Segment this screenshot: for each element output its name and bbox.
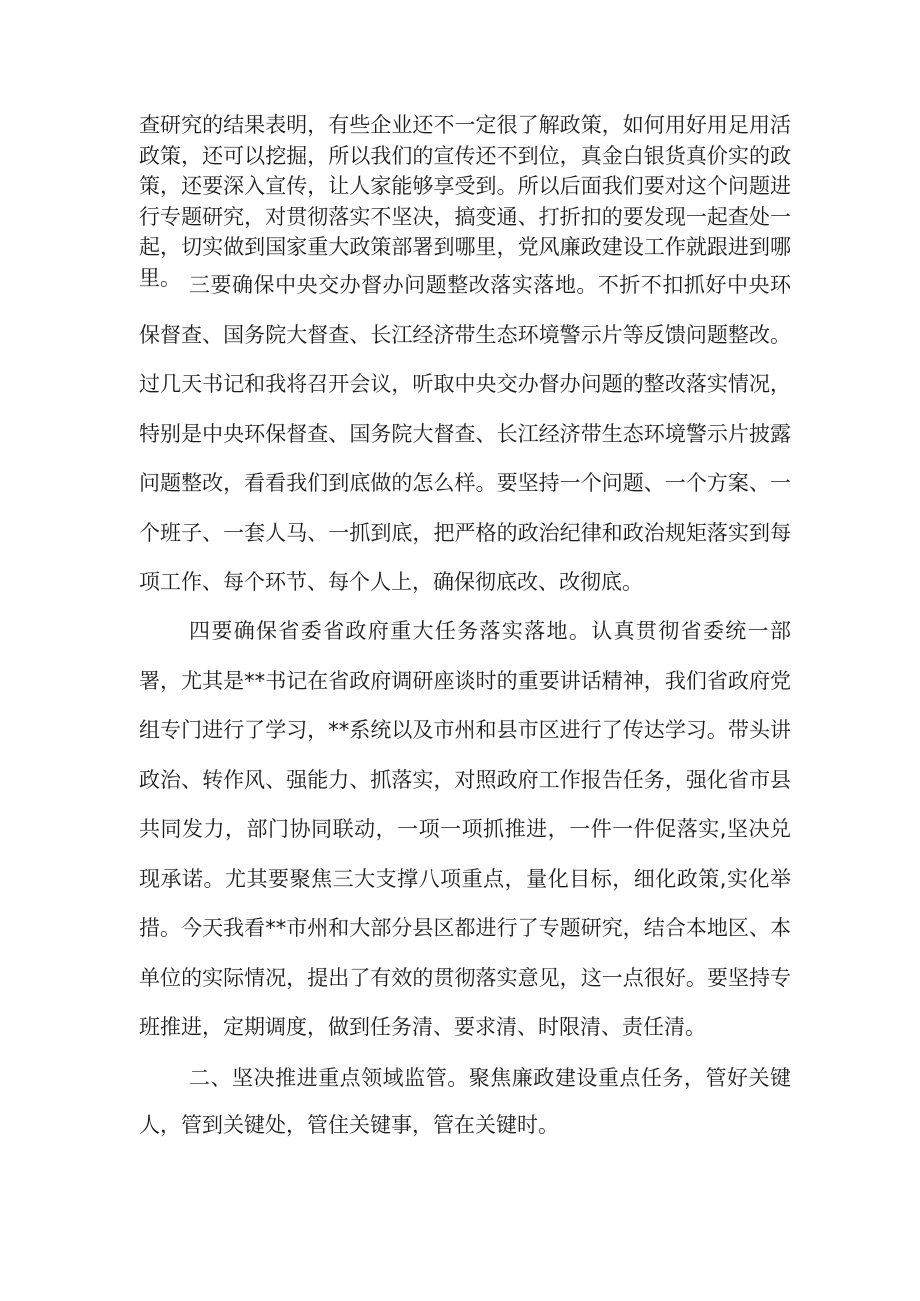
paragraph-item-three: 三要确保中央交办督办问题整改落实落地。不折不扣抓好中央环保督查、国务院大督查、长江经济带生态环境警示片等反馈问题整改。过几天书记和我将召开会议，听取中央交办督办问题的整改落实情况，特别是中央环保督查、国务院大督查、长江经济带生态环境警示片披露问题整改，看看我们到底做的怎么样。要坚持一个问题、一个方案、一个班子、一套人马、一抓到底，把严格的政治纪律和政治规矩落实到每项工作、每个环节、每个人上，确保彻底改、改彻底。 <box>139 273 791 594</box>
section-heading-two: 二、坚决推进重点领域监管。聚焦廉政建设重点任务，管好关键人，管到关键处，管住关键事，管在关键时。 <box>139 1066 791 1137</box>
paragraph-item-four: 四要确保省委省政府重大任务落实落地。认真贯彻省委统一部署，尤其是**书记在省政府调研座谈时的重要讲话精神，我们省政府党组专门进行了学习，**系统以及市州和县市区进行了传达学习。带头讲政治、转作风、强能力、抓落实，对照政府工作报告任务，强化省市县共同发力，部门协同联动，一项一项抓推进，一件一件促落实,坚决兑现承诺。尤其要聚焦三大支撑八项重点，量化目标，细化政策,实化举措。今天我看**市州和大部分县区都进行了专题研究，结合本地区、本单位的实际情况，提出了有效的贯彻落实意见，这一点很好。要坚持专班推进，定期调度，做到任务清、要求清、时限清、责任清。 <box>139 619 791 1039</box>
paragraph-continued: 查研究的结果表明，有些企业还不一定很了解政策，如何用好用足用活政策，还可以挖掘，所以我们的宣传还不到位，真金白银货真价实的政策，还要深入宣传，让人家能够享受到。所以后面我们要对这个问题进行专题研究，对贯彻落实不坚决，搞变通、打折扣的要发现一起查处一起，切实做到国家重大政策部署到哪里，党风廉政建设工作就跟进到哪里。 <box>139 113 791 290</box>
